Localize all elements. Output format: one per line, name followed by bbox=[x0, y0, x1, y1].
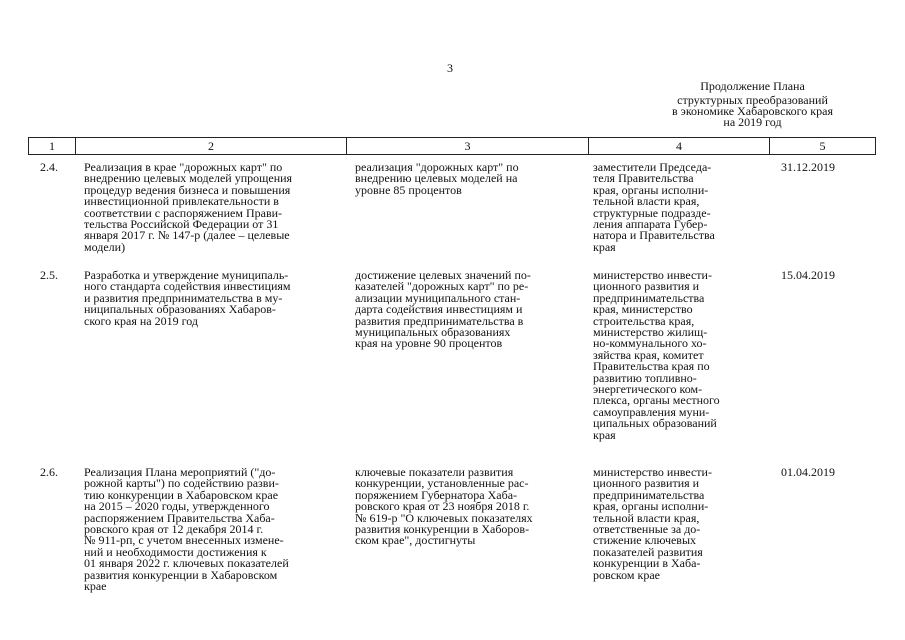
row-number: 2.6. bbox=[40, 465, 58, 479]
row-deadline: 01.04.2019 bbox=[781, 465, 835, 479]
column-number-3: 3 bbox=[347, 138, 589, 154]
row-number: 2.4. bbox=[40, 160, 58, 174]
row-activity: Реализация в крае "дорожных карт" по внедрению целевых моделей упрощения процедур ведения бизнеса и повышения инвестиционной привлекательности в соответствии с распоряжением Прави- тельства Российской Федерации от 31 января 2017 г. № 147-р (далее – целевые модели) bbox=[84, 160, 293, 254]
row-executors: министерство инвести- ционного развития и предпринимательства края, органы исполни- тельной власти края, ответственные за до- стижение ключевых показателей развития конкуренции в Хаба- ровском крае bbox=[593, 465, 712, 582]
continuation-line: на 2019 год bbox=[723, 115, 782, 129]
row-number: 2.5. bbox=[40, 268, 58, 282]
column-number-2: 2 bbox=[76, 138, 347, 154]
row-result: ключевые показатели развития конкуренции, установленные рас- поряжением Губернатора Хаба- ровского края от 23 ноября 2018 г. № 619-р "О ключевых показателях развития конкуренции в Хаборов- ском крае", достигнуты bbox=[355, 465, 533, 548]
row-result: реализация "дорожных карт" по внедрению целевых моделей на уровне 85 процентов bbox=[355, 160, 519, 197]
column-number-4: 4 bbox=[589, 138, 770, 154]
row-executors: министерство инвести- ционного развития и предпринимательства края, министерство строительства края, министерство жилищ- но-коммунального хо- зяйства края, комитет Правительства края по развитию топливно- энергетического ком- плекса, органы местного самоуправления муни- ципальных образований края bbox=[593, 268, 720, 442]
row-activity: Разработка и утверждение муниципаль- ного стандарта содействия инвестициям и развития предпринимательства в му- ниципальных образованиях Хабаров- ского края на 2019 год bbox=[84, 268, 291, 328]
continuation-header bbox=[640, 81, 865, 128]
row-deadline: 15.04.2019 bbox=[781, 268, 835, 282]
row-result: достижение целевых значений по- казателей "дорожных карт" по ре- ализации муниципального стан- дарта содействия инвестициям и развития предпринимательства в муниципальных образованиях края на уровне 90 процентов bbox=[355, 268, 531, 351]
row-executors: заместители Председа- теля Правительства края, органы исполни- тельной власти края, структурные подразде- ления аппарата Губер- натора и Правительства края bbox=[593, 160, 715, 254]
continuation-line: структурных преобразований bbox=[677, 93, 828, 107]
column-number-1: 1 bbox=[29, 138, 76, 154]
row-deadline: 31.12.2019 bbox=[781, 160, 835, 174]
table-column-numbers bbox=[28, 137, 876, 155]
row-activity: Реализация Плана мероприятий ("до- рожной карты") по содействию разви- тию конкуренции в Хабаровском крае на 2015 – 2020 годы, утвержденного распоряжением Правительства Хаба- ровского края от 12 декабря 2014 г. № 911-рп, с учетом внесенных измене- ний и необходимости достижения к 01 января 2022 г. ключевых показателей развития конкуренции в Хабаровском крае bbox=[84, 465, 289, 594]
page-number: 3 bbox=[447, 61, 453, 75]
continuation-line: в экономике Хабаровского края bbox=[672, 104, 833, 118]
column-number-5: 5 bbox=[819, 139, 826, 153]
continuation-title: Продолжение Плана bbox=[700, 79, 805, 93]
